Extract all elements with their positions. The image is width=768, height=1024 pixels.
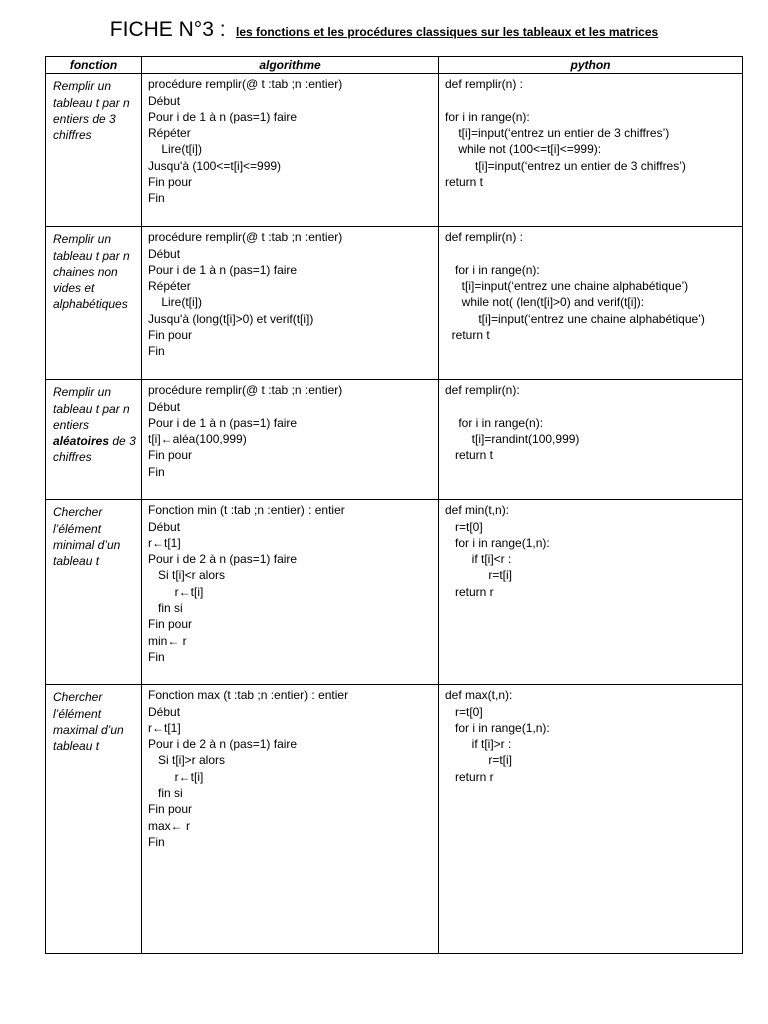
table-row [46,74,743,227]
table-row [46,685,743,954]
fonction-cell: Chercher l’élément minimal d’un tableau t [46,500,142,685]
fonction-text: de 3 chiffres [53,434,136,465]
fonction-text: Remplir un tableau t par n entiers [53,385,130,432]
algorithme-cell: Fonction max (t :tab ;n :entier) : entier Début r←t[1] Pour i de 2 à n (pas=1) faire Si t[i]>r alors r←t[i] fin si Fin pour max← r Fin [142,685,439,954]
python-cell: def remplir(n): for i in range(n): t[i]=randint(100,999) return t [439,380,743,500]
functions-table [45,56,743,954]
fonction-cell [46,380,142,500]
header-python: python [439,57,743,74]
python-cell: def max(t,n): r=t[0] for i in range(1,n): if t[i]>r : r=t[i] return r [439,685,743,954]
algorithme-cell: procédure remplir(@ t :tab ;n :entier) Début Pour i de 1 à n (pas=1) faire Répéter Lire(t[i]) Jusqu'à (long(t[i]>0) et verif(t[i]) Fin pour Fin [142,227,439,380]
fonction-text-bold: aléatoires [53,434,110,449]
python-cell: def min(t,n): r=t[0] for i in range(1,n): if t[i]<r : r=t[i] return r [439,500,743,685]
fonction-cell: Chercher l’élément maximal d’un tableau t [46,685,142,954]
algorithme-cell: procédure remplir(@ t :tab ;n :entier) Début Pour i de 1 à n (pas=1) faire t[i]←aléa(100,999) Fin pour Fin [142,380,439,500]
title-main: FICHE N°3 : [109,18,226,41]
header-fonction: fonction [46,57,142,74]
algorithme-cell: Fonction min (t :tab ;n :entier) : entier Début r←t[1] Pour i de 2 à n (pas=1) faire Si t[i]<r alors r←t[i] fin si Fin pour min← r Fin [142,500,439,685]
fonction-cell: Remplir un tableau t par n chaines non vides et alphabétiques [46,227,142,380]
title-subtitle: les fonctions et les procédures classiques sur les tableaux et les matrices [236,25,659,39]
fonction-cell: Remplir un tableau t par n entiers de 3 chiffres [46,74,142,227]
table-row [46,380,743,500]
header-algorithme: algorithme [142,57,439,74]
page-title [0,18,768,42]
algorithme-cell: procédure remplir(@ t :tab ;n :entier) Début Pour i de 1 à n (pas=1) faire Répéter Lire(t[i]) Jusqu'à (100<=t[i]<=999) Fin pour Fin [142,74,439,227]
table-row [46,227,743,380]
python-cell: def remplir(n) : for i in range(n): t[i]=input(‘entrez un entier de 3 chiffres’) while not (100<=t[i]<=999): t[i]=input(‘entrez un entier de 3 chiffres’) return t [439,74,743,227]
table-row [46,500,743,685]
table-header-row [46,57,743,74]
python-cell: def remplir(n) : for i in range(n): t[i]=input(‘entrez une chaine alphabétique’) while not( (len(t[i]>0) and verif(t[i]): t[i]=input(‘entrez une chaine alphabétique’) return t [439,227,743,380]
